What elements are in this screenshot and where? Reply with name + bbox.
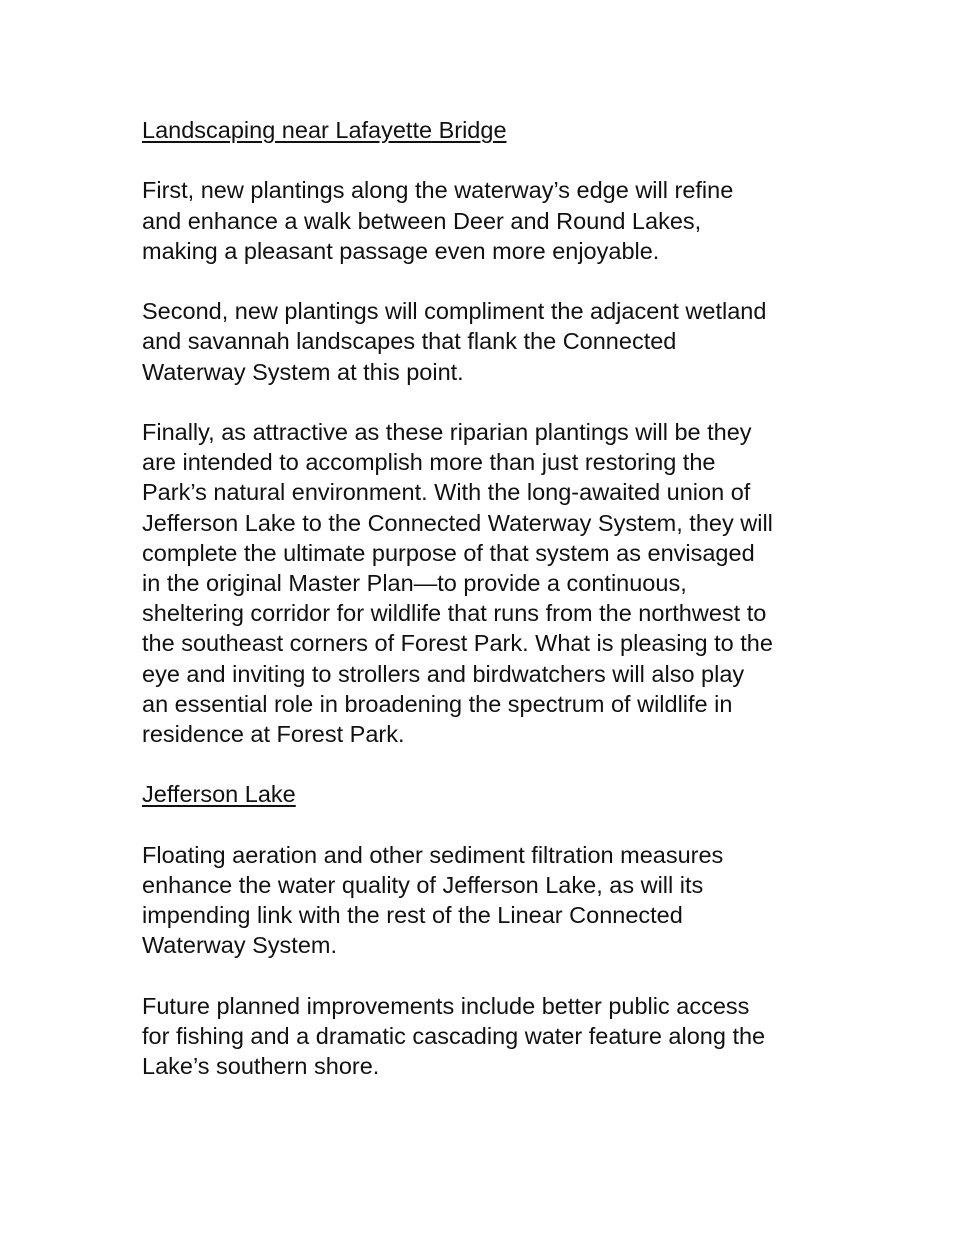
text-line: Floating aeration and other sediment filtration measures: [142, 841, 724, 868]
paragraph: [142, 417, 842, 749]
text-line: and savannah landscapes that flank the Connected: [142, 328, 677, 355]
text-line: the southeast corners of Forest Park. What is pleasing to the: [142, 630, 773, 657]
text-line: are intended to accomplish more than just restoring the: [142, 449, 716, 476]
section-heading: Landscaping near Lafayette Bridge: [142, 117, 507, 143]
paragraph: [142, 175, 842, 266]
text-line: enhance the water quality of Jefferson Lake, as will its: [142, 872, 704, 898]
paragraph: [142, 840, 842, 961]
text-line: impending link with the rest of the Linear Connected: [142, 902, 683, 929]
section-heading: Jefferson Lake: [142, 781, 296, 808]
text-line: Park’s natural environment. With the long-awaited union of: [142, 479, 751, 506]
text-line: making a pleasant passage even more enjoyable.: [142, 237, 660, 264]
document-section: [142, 779, 842, 1081]
text-line: in the original Master Plan—to provide a continuous,: [142, 570, 687, 596]
text-line: Second, new plantings will compliment the adjacent wetland: [142, 298, 767, 325]
text-line: an essential role in broadening the spectrum of wildlife in: [142, 690, 733, 717]
text-line: eye and inviting to strollers and birdwatchers will also play: [142, 660, 745, 687]
document-body: [142, 115, 842, 1112]
text-line: Future planned improvements include better public access: [142, 992, 750, 1019]
text-line: Finally, as attractive as these riparian plantings will be they: [142, 418, 752, 445]
paragraph: [142, 296, 842, 387]
document-section: [142, 115, 842, 749]
text-line: Waterway System at this point.: [142, 358, 464, 385]
text-line: First, new plantings along the waterway’s edge will refine: [142, 177, 734, 204]
text-line: and enhance a walk between Deer and Round Lakes,: [142, 207, 702, 234]
text-line: for fishing and a dramatic cascading water feature along the: [142, 1023, 766, 1049]
text-line: Jefferson Lake to the Connected Waterway System, they will: [142, 509, 773, 536]
text-line: Lake’s southern shore.: [142, 1053, 380, 1080]
text-line: Waterway System.: [142, 932, 337, 959]
text-line: complete the ultimate purpose of that system as envisaged: [142, 539, 755, 566]
text-line: residence at Forest Park.: [142, 721, 405, 748]
text-line: sheltering corridor for wildlife that runs from the northwest to: [142, 600, 767, 627]
paragraph: [142, 991, 842, 1082]
